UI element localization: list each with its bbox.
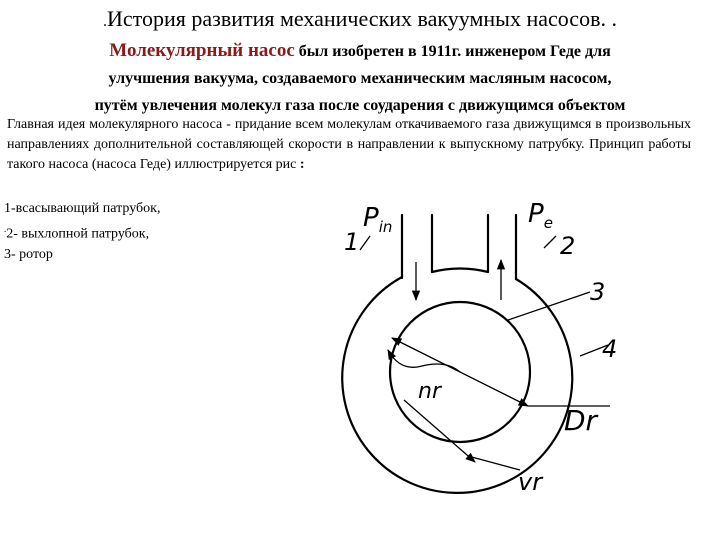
intro-line-1-rest: был изобретен в 1911г. инженером Геде для — [294, 43, 611, 60]
title-text: История развития механических вакуумных насосов. . — [107, 6, 617, 31]
description-colon: : — [296, 157, 305, 172]
legend-item-2-text: 2- выхлопной патрубок, — [6, 226, 150, 242]
port-divider — [432, 269, 488, 273]
label-num-1: 1 — [344, 228, 360, 256]
legend-item-2-prefix: . — [4, 224, 7, 234]
label-num-3: 3 — [590, 278, 606, 306]
title-prefix: . — [103, 13, 108, 30]
legend-item-3: 3- ротор — [4, 246, 53, 262]
vr-leader-line — [468, 456, 520, 470]
description-text: Главная идея молекулярного насоса - придание всем молекулам откачиваемого газа движущимся в произвольных направлениях дополнительной составляющей скорости в направлении к выпускному патрубку. Принцип работы такого насоса (насоса Геде) иллюстрируется рис — [7, 117, 691, 172]
inlet-port-walls — [402, 215, 432, 278]
label-p-e: $P_e$ — [528, 199, 553, 232]
velocity-arrow — [404, 400, 475, 462]
intro-line-2: улучшения вакуума, создаваемого механическим масляным насосом, — [108, 70, 612, 87]
label-nr: nr — [418, 379, 441, 404]
legend-item-1: 1-всасывающий патрубок, — [4, 201, 161, 216]
label-dr: Dr — [564, 404, 598, 437]
outlet-tick — [544, 236, 556, 248]
inlet-tick — [360, 236, 370, 250]
label-num-4: 4 — [602, 335, 618, 363]
label-vr: vr — [518, 468, 543, 496]
intro-accent: Молекулярный насос — [109, 40, 295, 61]
label-num-2: 2 — [560, 232, 576, 260]
outlet-port-walls — [488, 215, 516, 279]
label-p-in: $P_{in}$ — [363, 203, 393, 236]
intro-line-3: путём увлечения молекул газа после соударения с движущимся объектом — [94, 97, 626, 114]
rotor-leader-3 — [508, 292, 590, 320]
